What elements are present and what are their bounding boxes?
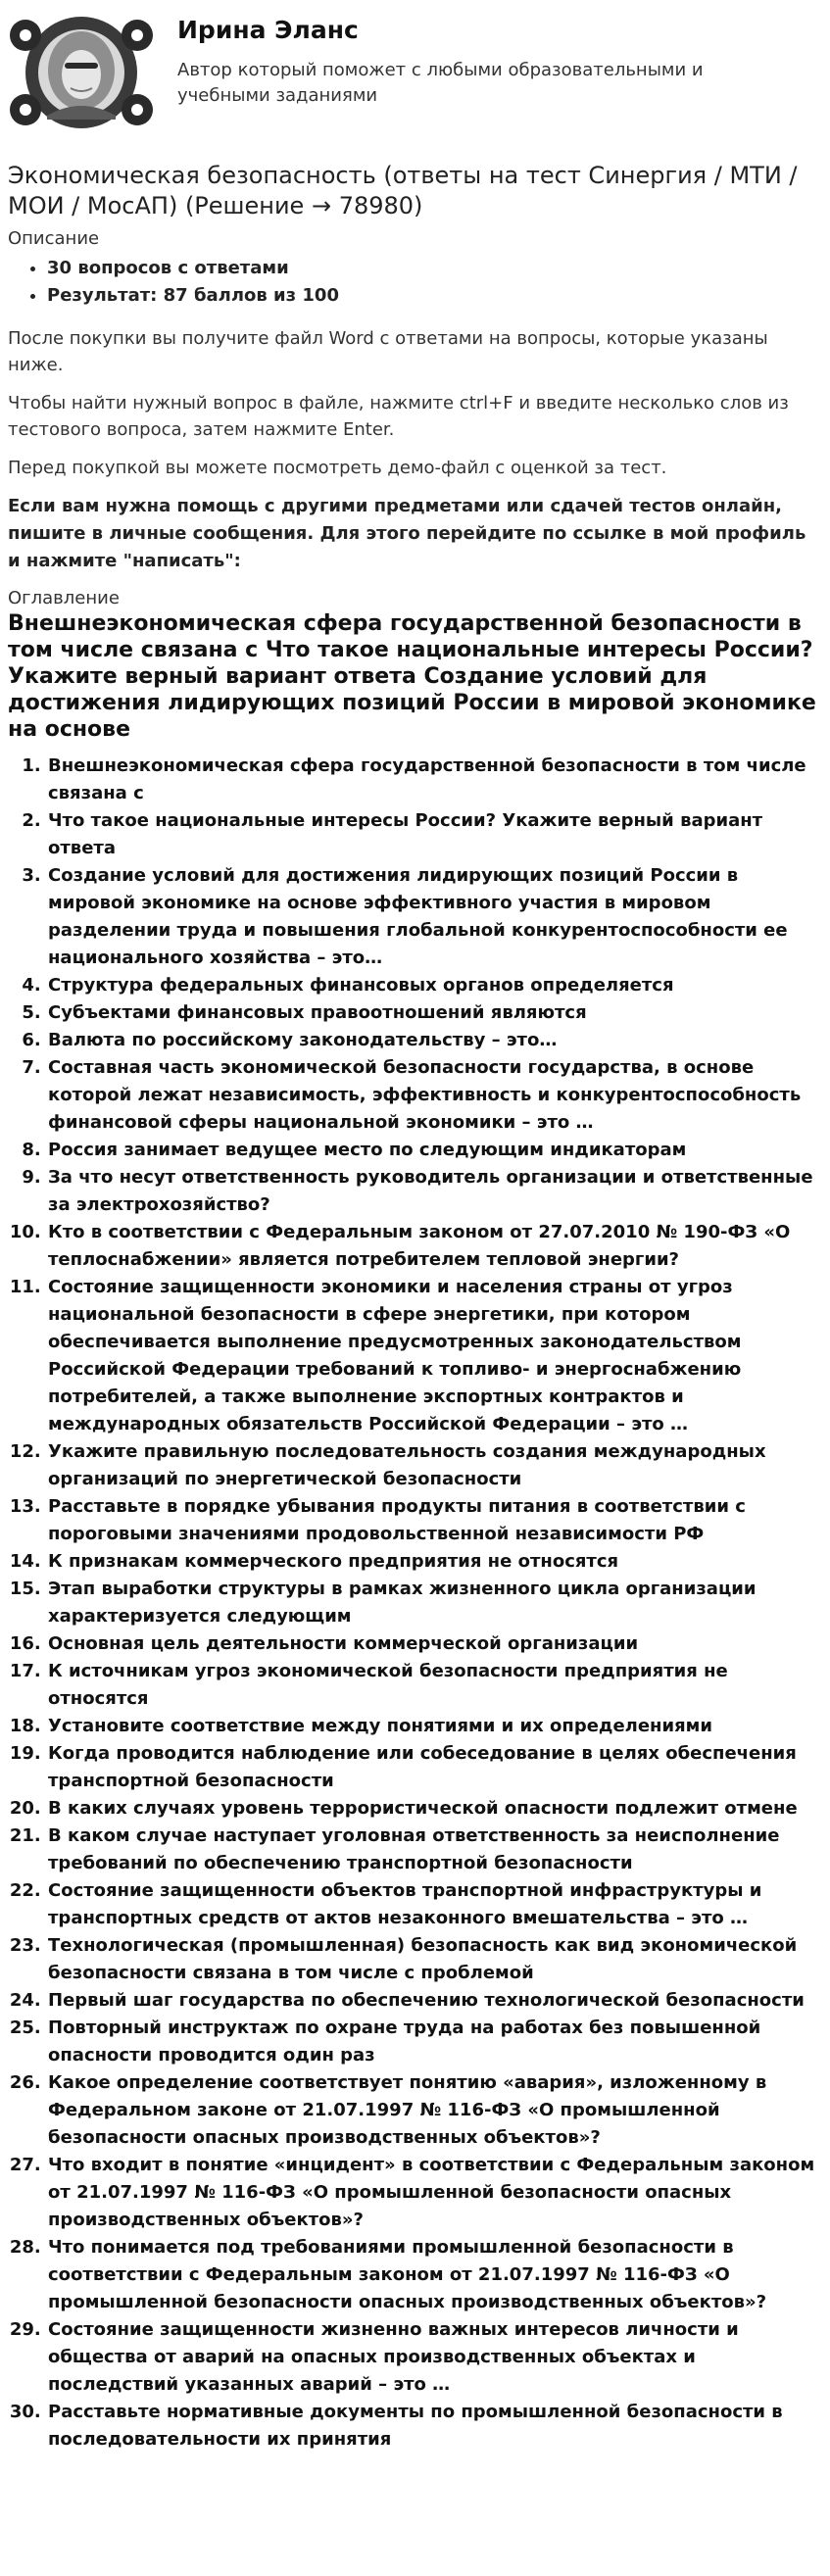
question-item: 23. Технологическая (промышленная) безопасность как вид экономической безопасности связана в том числе с проблемой (47, 1932, 822, 1987)
question-item: 13. Расставьте в порядке убывания продукты питания в соответствии с пороговыми значениями продовольственной независимости РФ (47, 1493, 822, 1548)
paragraph-search-tip: Чтобы найти нужный вопрос в файле, нажмите ctrl+F и введите несколько слов из тестового вопроса, затем нажмите Enter. (8, 393, 789, 440)
avatar[interactable] (8, 14, 155, 131)
question-item: 11. Состояние защищенности экономики и населения страны от угроз национальной безопасности в сфере энергетики, при котором обеспечивается выполнение предусмотренных законодательством Российской Федерации требований к топливо- и энергоснабжению потребителей, а также выполнение экспортных контрактов и международных обязательств Российской Федерации – это … (47, 1274, 822, 1438)
question-item: 4. Структура федеральных финансовых органов определяется (47, 972, 822, 999)
author-name[interactable]: Ирина Эланс (177, 16, 359, 44)
paragraph-purchase-info: После покупки вы получите файл Word с ответами на вопросы, которые указаны ниже. (8, 328, 768, 375)
avatar-image (8, 14, 155, 131)
question-item: 7. Составная часть экономической безопасности государства, в основе которой лежат независимость, эффективность и конкурентоспособность финансовой сферы национальной экономики – это … (47, 1054, 822, 1137)
question-item: 5. Субъектами финансовых правоотношений являются (47, 999, 822, 1027)
paragraph-contact: Если вам нужна помощь с другими предметами или сдачей тестов онлайн, пишите в личные сообщения. Для этого перейдите по ссылке в мой профиль и нажмите "написать": (8, 496, 806, 571)
question-item: 18. Установите соответствие между понятиями и их определениями (47, 1713, 822, 1740)
question-item: 19. Когда проводится наблюдение или собеседование в целях обеспечения транспортной безопасности (47, 1740, 822, 1795)
description-label: Описание (8, 228, 100, 249)
author-info (155, 14, 765, 109)
question-item: 8. Россия занимает ведущее место по следующим индикаторам (47, 1137, 822, 1164)
question-item: 10. Кто в соответствии с Федеральным законом от 27.07.2010 № 190-ФЗ «О теплоснабжении» является потребителем тепловой энергии? (47, 1219, 822, 1274)
question-item: 24. Первый шаг государства по обеспечению технологической безопасности (47, 1987, 822, 2015)
author-card (8, 14, 822, 141)
question-item: 21. В каком случае наступает уголовная ответственность за неисполнение требований по обеспечению транспортной безопасности (47, 1823, 822, 1877)
question-item: 1. Внешнеэкономическая сфера государственной безопасности в том числе связана с (47, 753, 822, 807)
question-item: 12. Укажите правильную последовательность создания международных организаций по энергетической безопасности (47, 1438, 822, 1493)
question-item: 30. Расставьте нормативные документы по промышленной безопасности в последовательности их принятия (47, 2399, 822, 2454)
paragraph-demo-file: Перед покупкой вы можете посмотреть демо-файл с оценкой за тест. (8, 458, 667, 478)
highlight-item: • 30 вопросов с ответами (47, 255, 822, 282)
questions-list (8, 753, 822, 2454)
question-item: 29. Состояние защищенности жизненно важных интересов личности и общества от аварий на опасных производственных объектах и последствий указанных аварий – это … (47, 2316, 822, 2399)
question-item: 22. Состояние защищенности объектов транспортной инфраструктуры и транспортных средств от актов незаконного вмешательства – это … (47, 1877, 822, 1932)
question-item: 17. К источникам угроз экономической безопасности предприятия не относятся (47, 1658, 822, 1713)
question-item: 27. Что входит в понятие «инцидент» в соответствии с Федеральным законом от 21.07.1997 № 116-ФЗ «О промышленной безопасности опасных производственных объектов»? (47, 2152, 822, 2234)
author-description: Автор который поможет с любыми образовательными и учебными заданиями (177, 60, 704, 106)
question-item: 14. К признакам коммерческого предприятия не относятся (47, 1548, 822, 1576)
toc-label: Оглавление (8, 588, 120, 608)
question-item: 2. Что такое национальные интересы России? Укажите верный вариант ответа (47, 807, 822, 862)
page-title: Экономическая безопасность (ответы на тест Синергия / МТИ / МОИ / МосАП) (Решение → 78980) (8, 162, 798, 219)
question-item: 15. Этап выработки структуры в рамках жизненного цикла организации характеризуется следующим (47, 1576, 822, 1630)
question-item: 28. Что понимается под требованиями промышленной безопасности в соответствии с Федеральным законом от 21.07.1997 № 116-ФЗ «О промышленной безопасности опасных производственных объектов»? (47, 2234, 822, 2316)
question-item: 3. Создание условий для достижения лидирующих позиций России в мировой экономике на основе эффективного участия в мировом разделении труда и повышения глобальной конкурентоспособности ее национального хозяйства – это… (47, 862, 822, 972)
question-item: 20. В каких случаях уровень террористической опасности подлежит отмене (47, 1795, 822, 1823)
lead-heading: Внешнеэкономическая сфера государственной безопасности в том числе связана с Что такое национальные интересы России? Укажите верный вариант ответа Создание условий для достижения лидирующих позиций России в мировой экономике на основе (8, 611, 816, 742)
question-item: 26. Какое определение соответствует понятию «авария», изложенному в Федеральном законе от 21.07.1997 № 116-ФЗ «О промышленной безопасности опасных производственных объектов»? (47, 2069, 822, 2152)
highlights-list (8, 255, 822, 310)
question-item: 9. За что несут ответственность руководитель организации и ответственные за электрохозяйство? (47, 1164, 822, 1219)
highlight-item: • Результат: 87 баллов из 100 (47, 282, 822, 310)
question-item: 16. Основная цель деятельности коммерческой организации (47, 1630, 822, 1658)
question-item: 25. Повторный инструктаж по охране труда на работах без повышенной опасности проводится один раз (47, 2015, 822, 2069)
question-item: 6. Валюта по российскому законодательству – это… (47, 1027, 822, 1054)
